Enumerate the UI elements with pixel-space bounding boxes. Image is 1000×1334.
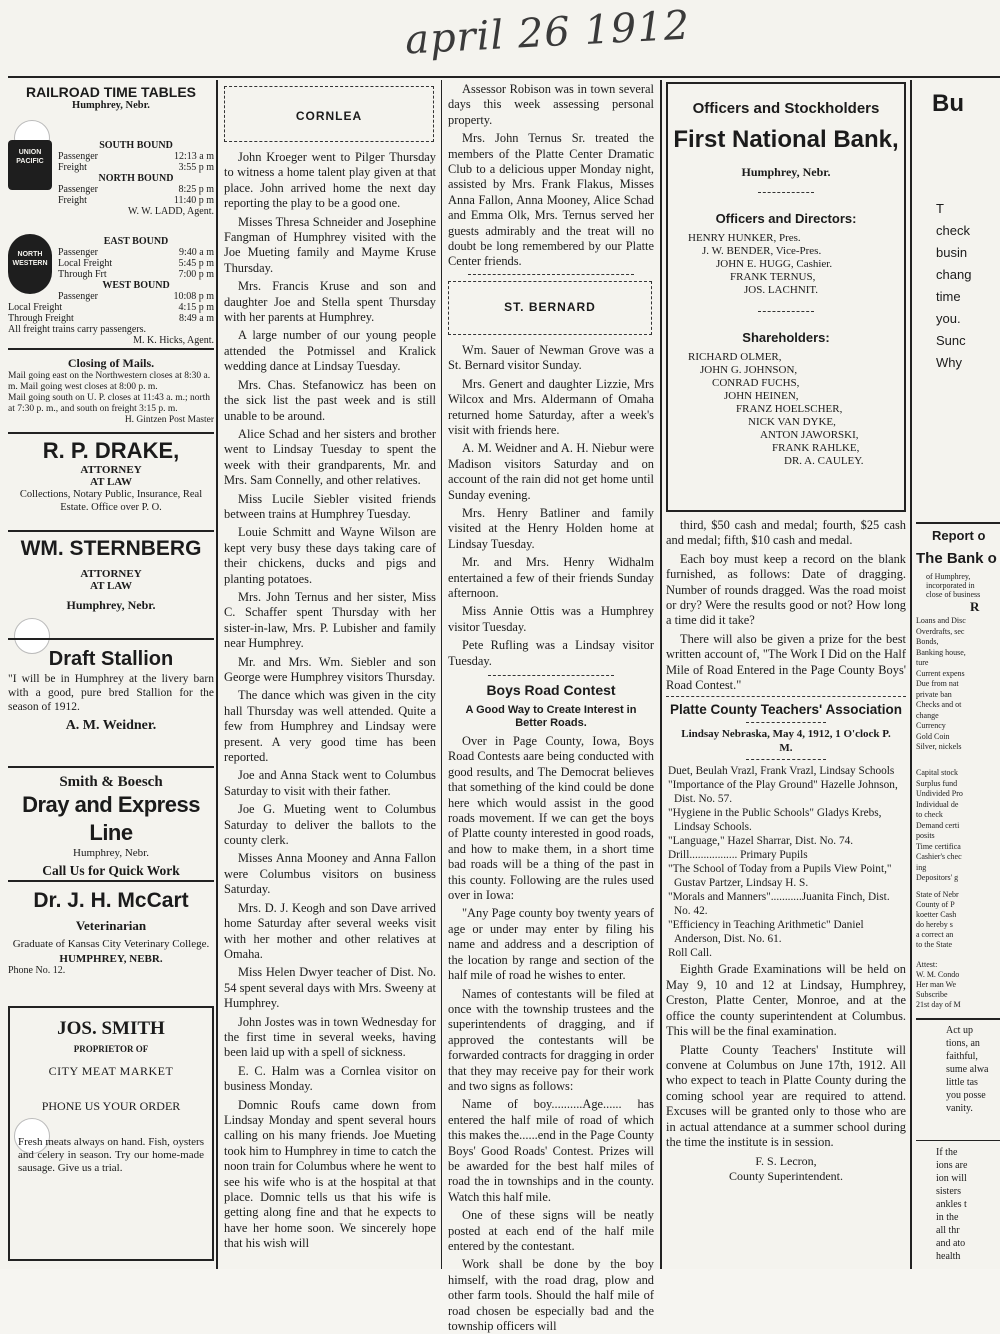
train-time: 9:40 a m — [179, 247, 214, 258]
bank-ad — [666, 82, 906, 512]
nw-agent: M. K. Hicks, Agent. — [133, 335, 214, 346]
divider — [8, 766, 214, 768]
resources-initial: R — [970, 599, 980, 614]
shareholder-name: RICHARD OLMER, — [688, 351, 782, 363]
cutoff-line: in the — [936, 1212, 959, 1223]
bank-column — [666, 82, 906, 1266]
officer-name: HENRY HUNKER, Pres. — [688, 232, 801, 244]
paragraph: Platte County Teachers' Institute will convene at Columbus on June 17th, 1912. All who expect to teach in Platte County during the coming school year are required to attend. Excuses will be granted only to those who are in actual attendance at a summer school during the time the institute is in session. — [666, 1042, 906, 1149]
train-label: Passenger — [58, 291, 98, 302]
timetable-row — [58, 269, 214, 280]
handwritten-date: april 26 1912 — [403, 2, 692, 64]
closing-of-mails — [8, 356, 214, 426]
paragraph: Misses Thresa Schneider and Josephine Fangman of Humphrey visited with the Joe Mueting family and Mayme Kruse Thursday. — [224, 214, 436, 275]
report-line: Depositors' g — [916, 873, 959, 882]
east-bound-label: EAST BOUND — [103, 236, 169, 247]
dray-place: Humphrey, Nebr. — [73, 847, 149, 859]
officers-title: Officers and Directors: — [715, 211, 857, 226]
report-line: Undivided Pro — [916, 789, 963, 798]
cutoff-word: Sunc — [936, 333, 966, 348]
smith-text: Fresh meats always on hand. Fish, oysters and celery in season. Try our home-made sausage. Give us a trial. — [18, 1136, 204, 1174]
cutoff-word: check — [936, 223, 970, 238]
smith-ad — [8, 1006, 214, 1261]
paragraph: Assessor Robison was in town several days this week assessing personal property. — [448, 82, 654, 127]
timetable-row — [58, 258, 214, 269]
paragraph: Name of boy..........Age...... has entered the half mile of road of which this makes the......end in the Page County Boys' Good Roads' Contest. Prizes will be awarded for the best half miles of road the in townships and in the county. Watch this half mile. — [448, 1097, 654, 1204]
contest-continued — [666, 518, 906, 693]
drake-ad — [8, 438, 214, 514]
shareholder-name: FRANK RAHLKE, — [772, 442, 860, 454]
north-bound-label: NORTH BOUND — [98, 173, 174, 184]
bank-report-name: The Bank o — [916, 550, 997, 567]
report-line: Bonds, — [916, 637, 939, 646]
mccart-grad: Graduate of Kansas City Veterinary College. — [12, 938, 210, 950]
shareholder-name: ANTON JAWORSKI, — [760, 429, 859, 441]
train-time: 7:00 p m — [178, 269, 214, 280]
program-item: "Hygiene in the Public Schools" Gladys Krebs, Lindsay Schools. — [668, 807, 882, 834]
program-item: "Language," Hazel Sharrar, Dist. No. 74. — [668, 835, 854, 848]
report-line: Her man We — [916, 980, 957, 989]
paragraph: Joe G. Mueting went to Columbus Saturday to deliver the ballots to the county clerk. — [224, 802, 436, 848]
program-list — [666, 764, 906, 960]
paragraph: One of these signs will be neatly posted at each end of the half mile entered by the contestant. — [448, 1208, 654, 1253]
paragraph: Wm. Sauer of Newman Grove was a St. Bernard visitor Sunday. — [448, 342, 654, 373]
bank-name: First National Bank, — [673, 126, 899, 153]
column-rule-4 — [910, 80, 912, 1269]
divider — [746, 722, 826, 723]
cutoff-heading: Bu — [932, 90, 964, 117]
assoc-title: Platte County Teachers' Association — [669, 702, 903, 718]
top-rule — [8, 76, 1000, 78]
cutoff-line: ions are — [936, 1160, 968, 1171]
timetable-row — [58, 184, 214, 195]
paragraph: third, $50 cash and medal; fourth, $25 cash and medal; fifth, $10 cash and medal. — [666, 518, 906, 548]
signature-title: County Superintendent. — [729, 1169, 843, 1184]
report-line: Overdrafts, sec — [916, 626, 965, 636]
shareholder-name: NICK VAN DYKE, — [748, 416, 836, 428]
shareholder-name: DR. A. CAULEY. — [784, 455, 864, 467]
train-time: 11:40 p m — [173, 195, 214, 206]
drake-name: R. P. DRAKE, — [42, 438, 180, 463]
report-line: change — [916, 710, 939, 720]
postmaster: H. Gintzen Post Master — [124, 415, 214, 425]
officers-list — [668, 232, 904, 297]
report-state — [916, 890, 1000, 950]
cutoff-ad-words — [936, 198, 1000, 374]
dray-call: Call Us for Quick Work — [42, 863, 180, 878]
report-lines — [916, 616, 1000, 753]
paragraph: Joe and Anna Stack went to Columbus Saturday to visit with their father. — [224, 768, 436, 798]
close-of-business: close of business — [926, 590, 981, 599]
report-line: County of P — [916, 900, 955, 909]
railroad-place: Humphrey, Nebr. — [72, 100, 150, 111]
report-line: 21st day of M — [916, 1000, 961, 1009]
cornlea-heading: CORNLEA — [295, 109, 363, 123]
mccart-title: Veterinarian — [75, 918, 147, 933]
cornlea-articles — [224, 150, 436, 1252]
up-agent: W. W. LADD, Agent. — [127, 206, 214, 217]
report-line: ing — [916, 862, 927, 872]
timetable-row — [58, 195, 214, 206]
program-item: Duet, Beulah Vrazl, Frank Vrazl, Lindsay Schools — [668, 765, 895, 778]
report-line: Demand certi — [916, 820, 960, 830]
mccart-ad — [8, 888, 214, 976]
north-western-logo — [8, 234, 52, 294]
paragraph: The dance which was given in the city hall Thursday was well attended. Quite a few from Humphrey and Lindsay were present. A very good time has been reported. — [224, 688, 436, 765]
train-time: 4:15 p m — [178, 302, 214, 313]
signature: F. S. Lecron, — [755, 1154, 817, 1169]
paragraph: "Any Page county boy twenty years of age or under may enter by filing his name and address and a description of the location by range and section of the half mile of road he wishes to enter. — [448, 906, 654, 983]
dray-ad — [8, 774, 214, 879]
paragraph: John Jostes was in town Wednesday for the first time in several weeks, having been laid up with a spell of sickness. — [224, 1014, 436, 1060]
cutoff-line: Act up — [946, 1025, 973, 1036]
train-label: Freight — [58, 195, 87, 206]
shareholder-name: FRANZ HOELSCHER, — [736, 403, 843, 415]
cutoff-word: time — [936, 289, 961, 304]
shareholder-name: JOHN G. JOHNSON, — [700, 364, 798, 376]
bank-header: Officers and Stockholders — [692, 100, 880, 117]
train-label: Passenger — [58, 151, 98, 162]
cutoff-line: ankles t — [936, 1199, 967, 1210]
paragraph: Miss Lucile Siebler visited friends between trains at Humphrey Tuesday. — [224, 491, 436, 521]
cutoff-line: tions, an — [946, 1038, 980, 1049]
report-line: to the State — [916, 940, 952, 949]
st-bernard-articles — [448, 343, 654, 669]
timetable-row — [8, 302, 214, 313]
report-line: Due from nat — [916, 679, 959, 688]
train-label: Local Freight — [8, 302, 63, 313]
report-line: posits — [916, 831, 935, 840]
officer-name: JOS. LACHNIT. — [744, 284, 819, 296]
train-time: 8:49 a m — [179, 313, 214, 324]
sternberg-title: ATTORNEY — [80, 568, 142, 580]
train-label: Passenger — [58, 184, 98, 195]
paragraph: Each boy must keep a record on the blank furnished, as follows: Date of dragging. Number of rounds dragged. Was the road moist or dry? Were the results good or not? How long a time did it take? — [666, 551, 906, 628]
paragraph: Miss Helen Dwyer teacher of Dist. No. 54 spent several days with Mrs. Sweeny at Humphrey. — [224, 965, 436, 1011]
stallion-title: Draft Stallion — [48, 648, 174, 670]
south-bound-label: SOUTH BOUND — [99, 140, 173, 151]
paragraph: Mr. and Mrs. Wm. Siebler and son George were Humphrey visitors Thursday. — [224, 654, 436, 684]
program-item: "The School of Today from a Pupils View Point," Gustav Partzer, Lindsay H. S. — [668, 863, 892, 890]
program-item: "Importance of the Play Ground" Hazelle Johnson, Dist. No. 57. — [668, 779, 898, 806]
cutoff-word: T — [936, 201, 944, 216]
train-label: Freight — [58, 162, 87, 173]
cornlea-heading-box — [224, 86, 434, 142]
stallion-ad — [8, 646, 214, 734]
mails-title: Closing of Mails. — [67, 356, 155, 370]
column-rule-1 — [216, 80, 218, 1269]
report-line: Checks and ot — [916, 700, 962, 709]
paragraph: Eighth Grade Examinations will be held on May 9, 10 and 12 at Lindsay, Humphrey, Creston, Platte Center, Monroe, and at the office the county superintendent at Columbus. This will be the final examination. — [666, 962, 906, 1039]
train-label: Through Frt — [58, 269, 107, 280]
report-heading: Report o — [932, 528, 986, 543]
union-pacific-logo-text: UNION PACIFIC — [16, 149, 44, 165]
incorporated: incorporated in — [926, 581, 975, 590]
paragraph: Names of contestants will be filed at once with the township trustees and the superintendents of dragging, and if approved the contestants will be forwarded contracts for dragging in order that they may receive pay for their work and two signs as follows: — [448, 986, 654, 1093]
report-line: Banking house, — [916, 647, 966, 657]
mccart-phone: Phone No. 12. — [8, 965, 66, 976]
program-item: Drill................. Primary Pupils — [668, 849, 808, 862]
paragraph: E. C. Halm was a Cornlea visitor on business Monday. — [224, 1063, 436, 1094]
cutoff-line: health — [936, 1251, 961, 1262]
cutoff-line: If the — [936, 1147, 958, 1158]
paragraph: Work shall be done by the boy himself, with the road drag, plow and other farm tools. Should the half mile of road chosen be especially bad and the township officers will — [448, 1257, 654, 1334]
exam-notices — [666, 962, 906, 1150]
divider — [8, 530, 214, 532]
paragraph: A. M. Weidner and A. H. Niebur were Madison visitors Saturday and on account of the rain did not get home until Sunday evening. — [448, 441, 654, 502]
divider — [746, 759, 826, 760]
report-line: Cashier's chec — [916, 852, 962, 861]
cutoff-line: sisters — [936, 1186, 961, 1197]
middle-column — [448, 82, 654, 1334]
cutoff-word: Why — [936, 355, 962, 370]
cutoff-bottom — [936, 1146, 1000, 1263]
cutoff-article — [946, 1024, 1000, 1115]
cut-off-column — [916, 82, 1000, 1266]
divider — [758, 311, 814, 312]
report-line: Currency — [916, 721, 946, 730]
shareholders-list — [668, 351, 904, 468]
timetable-row — [58, 291, 214, 302]
report-line: Subscribe — [916, 990, 948, 999]
paragraph: There will also be given a prize for the best written account of, "The Work I Did on the Half Mile of Road Entered in the Page County Boys' Road Contest." — [666, 631, 906, 693]
bank-place: Humphrey, Nebr. — [741, 165, 831, 179]
column-rule-2 — [441, 80, 442, 1269]
cornlea-column — [224, 86, 436, 1266]
drake-at-law: AT LAW — [89, 476, 133, 488]
st-bernard-heading: ST. BERNARD — [504, 299, 596, 314]
paragraph: John Kroeger went to Pilger Thursday to witness a home talent play given at that place. John arrived home the next day reporting the play to be a good one. — [224, 150, 436, 211]
drake-services: Collections, Notary Public, Insurance, Real Estate. Office over P. O. — [19, 489, 203, 513]
report-line: a correct an — [916, 930, 954, 939]
drake-title: ATTORNEY — [80, 464, 142, 476]
paragraph: Mrs. Francis Kruse and son and daughter Joe and Stella spent Thursday with her parents at Humphrey. — [224, 279, 436, 325]
report-line: State of Nebr — [916, 890, 959, 899]
program-item: "Morals and Manners"...........Juanita Finch, Dist. No. 42. — [668, 891, 890, 918]
train-time: 12:13 a m — [174, 151, 214, 162]
st-bernard-heading-box — [448, 281, 652, 335]
cutoff-line: sume alwa — [946, 1064, 989, 1075]
cutoff-line: and ato — [936, 1238, 966, 1249]
report-line: Capital stock — [916, 768, 958, 777]
report-line: Time certifica — [916, 841, 961, 851]
shareholder-name: JOHN HEINEN, — [724, 390, 799, 402]
timetable-row — [58, 151, 214, 162]
shareholder-name: CONRAD FUCHS, — [712, 377, 800, 389]
report-line: Silver, nickels — [916, 742, 962, 751]
north-western-logo-text: NORTH WESTERN — [12, 251, 48, 267]
timetable-row — [8, 313, 214, 324]
mccart-name: Dr. J. H. McCart — [33, 889, 189, 912]
of-humphrey: of Humphrey, — [926, 572, 971, 581]
paragraph: Mrs. Henry Batliner and family visited at the Henry Holden home at Lindsay Tuesday. — [448, 505, 654, 551]
mails-line-1: Mail going east on the Northwestern closes at 8:30 a. m. Mail going west closes at 8:00 p. m. — [8, 371, 211, 392]
sternberg-ad — [8, 536, 214, 613]
paragraph: Alice Schad and her sisters and brother went to Lindsay Tuesday to spent the week with their grandparents, Mr. and Mrs. Sam Connelly, and other relatives. — [224, 426, 436, 488]
train-time: 3:55 p m — [178, 162, 214, 173]
train-time: 8:25 p m — [178, 184, 214, 195]
paragraph: Mrs. John Ternus and her sister, Miss C. Schaffer spent Thursday with her sister-in-law, Mrs. P. Lubisher and family near Humphrey. — [224, 589, 436, 651]
railroad-time-tables — [8, 84, 214, 346]
cutoff-line: ion will — [936, 1173, 967, 1184]
report-line: Attest: — [916, 960, 938, 969]
cutoff-line: all thr — [936, 1225, 960, 1236]
divider — [8, 348, 214, 350]
report-line: private ban — [916, 689, 952, 699]
smith-phone: PHONE US YOUR ORDER — [41, 1099, 181, 1113]
mails-line-2: Mail going south on U. P. closes at 11:43 a. m.; north at 7:30 p. m., and south on freight 3:15 p. m. — [8, 393, 211, 414]
paragraph: Misses Anna Mooney and Anna Fallon were Columbus visitors on business Saturday. — [224, 851, 436, 897]
paragraph: Mrs. John Ternus Sr. treated the members of the Platte Center Dramatic Club to a delicious upper Monday night, assisted by Mrs. Frank Flakus, Misses Anna Fallon, Anna Mooney, Alice Schad and Emma Olk, Mrs. Ternus served her guests admirably and the treat will no doubt be long remembered by our Platte Center friends. — [448, 131, 654, 269]
report-line: Surplus fund — [916, 778, 958, 788]
smith-name: JOS. SMITH — [57, 1018, 165, 1039]
paragraph: Louie Schmitt and Wayne Wilson are kept very busy these days taking care of their chickens, ducks and pigs and planting potatoes. — [224, 525, 436, 586]
cutoff-line: vanity. — [946, 1103, 973, 1114]
stallion-text: "I will be in Humphrey at the livery barn with a good, pure bred Stallion for the season of 1912. — [8, 673, 214, 713]
cutoff-word: chang — [936, 267, 972, 282]
report-line: koetter Cash — [916, 910, 957, 919]
officer-name: J. W. BENDER, Vice-Pres. — [702, 245, 822, 257]
paragraph: A large number of our young people attended the Potmissel and Kralick wedding dance at Lindsay Tuesday. — [224, 328, 436, 374]
officer-name: JOHN E. HUGG, Cashier. — [716, 258, 833, 270]
report-line: Gold Coin — [916, 731, 950, 741]
train-label: Local Freight — [58, 258, 113, 269]
program-item: "Efficiency in Teaching Arithmetic" Daniel Anderson, Dist. No. 61. — [668, 919, 864, 946]
report-lines-2 — [916, 768, 1000, 884]
report-line: Loans and Disc — [916, 616, 966, 625]
column-rule-3 — [660, 80, 662, 1269]
divider — [468, 274, 634, 275]
paragraph: Mrs. Chas. Stefanowicz has been on the sick list the past week and is still unable to be around. — [224, 377, 436, 423]
contest-article — [448, 734, 654, 1334]
report-line: Current expens — [916, 668, 965, 678]
divider — [8, 880, 214, 882]
program-item: Roll Call. — [668, 947, 712, 960]
sternberg-at-law: AT LAW — [89, 580, 133, 592]
officer-name: FRANK TERNUS, — [730, 271, 816, 283]
advert-column — [8, 84, 214, 1264]
divider — [758, 192, 814, 193]
cutoff-word: you. — [936, 311, 961, 326]
paragraph: Over in Page County, Iowa, Boys Road Contests aare being conducted with good results, and The Democrat believes that something of the kind could be done here which would assist in the good roads movement. If we can get the boys of Platte county interested in good roads, and how to make them, in a short time bad roads will be a thing of the past in this county. Following are the rules used over in Iowa: — [448, 734, 654, 903]
dray-title: Dray and Express Line — [22, 792, 200, 845]
mccart-place: HUMPHREY, NEBR. — [59, 953, 163, 965]
paragraph: Mr. and Mrs. Henry Widhalm entertained a few of their friends Sunday afternoon. — [448, 555, 654, 600]
assoc-date: Lindsay Nebraska, May 4, 1912, 1 O'clock P. M. — [681, 728, 891, 755]
report-line: ture — [916, 658, 929, 667]
report-line: to check — [916, 810, 943, 819]
report-line: do hereby s — [916, 920, 953, 929]
divider — [666, 696, 906, 697]
cutoff-line: you posse — [946, 1090, 986, 1101]
train-label: Passenger — [58, 247, 98, 258]
cutoff-line: faithful, — [946, 1051, 978, 1062]
railroad-title: RAILROAD TIME TABLES — [25, 84, 197, 100]
divider — [488, 675, 614, 676]
divider — [8, 638, 214, 640]
paragraph: Pete Rufling was a Lindsay visitor Tuesday. — [448, 638, 654, 668]
sternberg-place: Humphrey, Nebr. — [66, 598, 156, 612]
dray-names: Smith & Boesch — [59, 774, 163, 790]
sternberg-name: WM. STERNBERG — [20, 537, 202, 560]
cutoff-word: busin — [936, 245, 968, 260]
paragraph: Miss Annie Ottis was a Humphrey visitor Tuesday. — [448, 604, 654, 634]
contest-subtitle: A Good Way to Create Interest in Better Roads. — [465, 704, 637, 729]
union-pacific-logo — [8, 140, 52, 190]
train-label: Through Freight — [8, 313, 74, 324]
west-bound-label: WEST BOUND — [102, 280, 170, 291]
paragraph: Domnic Roufs came down from Lindsay Monday and spent several hours calling on his many friends. Joe Mueting took him to Humphrey in time to catch the noon train for Columbus where he went to see his wife who is at the hospital at that place. Domnic tells us that his wife is getting along fine and that he expects to have her home soon. We sincerely hope that his wish will — [224, 1097, 436, 1251]
train-time: 10:08 p m — [173, 291, 214, 302]
cornlea-continued — [448, 82, 654, 270]
smith-proprietor: PROPRIETOR OF — [73, 1044, 149, 1054]
all-freight-note: All freight trains carry passengers. — [8, 324, 147, 335]
divider — [8, 432, 214, 434]
paragraph: Mrs. Genert and daughter Lizzie, Mrs Wilcox and Mrs. Aldermann of Omaha returned home Saturday, after a week's visit with friends here. — [448, 376, 654, 437]
cutoff-line: little tas — [946, 1077, 978, 1088]
shareholders-title: Shareholders: — [742, 330, 830, 345]
report-attest — [916, 960, 1000, 1010]
timetable-row — [58, 247, 214, 258]
train-time: 5:45 p m — [178, 258, 214, 269]
timetable-row — [58, 162, 214, 173]
contest-title: Boys Road Contest — [486, 682, 616, 698]
report-line: W. M. Condo — [916, 970, 960, 979]
stallion-name: A. M. Weidner. — [65, 718, 157, 733]
report-line: Individual de — [916, 799, 959, 809]
paragraph: Mrs. D. J. Keogh and son Dave arrived home Saturday after several weeks visit with her mother and other relatives at Omaha. — [224, 900, 436, 961]
smith-market: CITY MEAT MARKET — [48, 1064, 174, 1078]
